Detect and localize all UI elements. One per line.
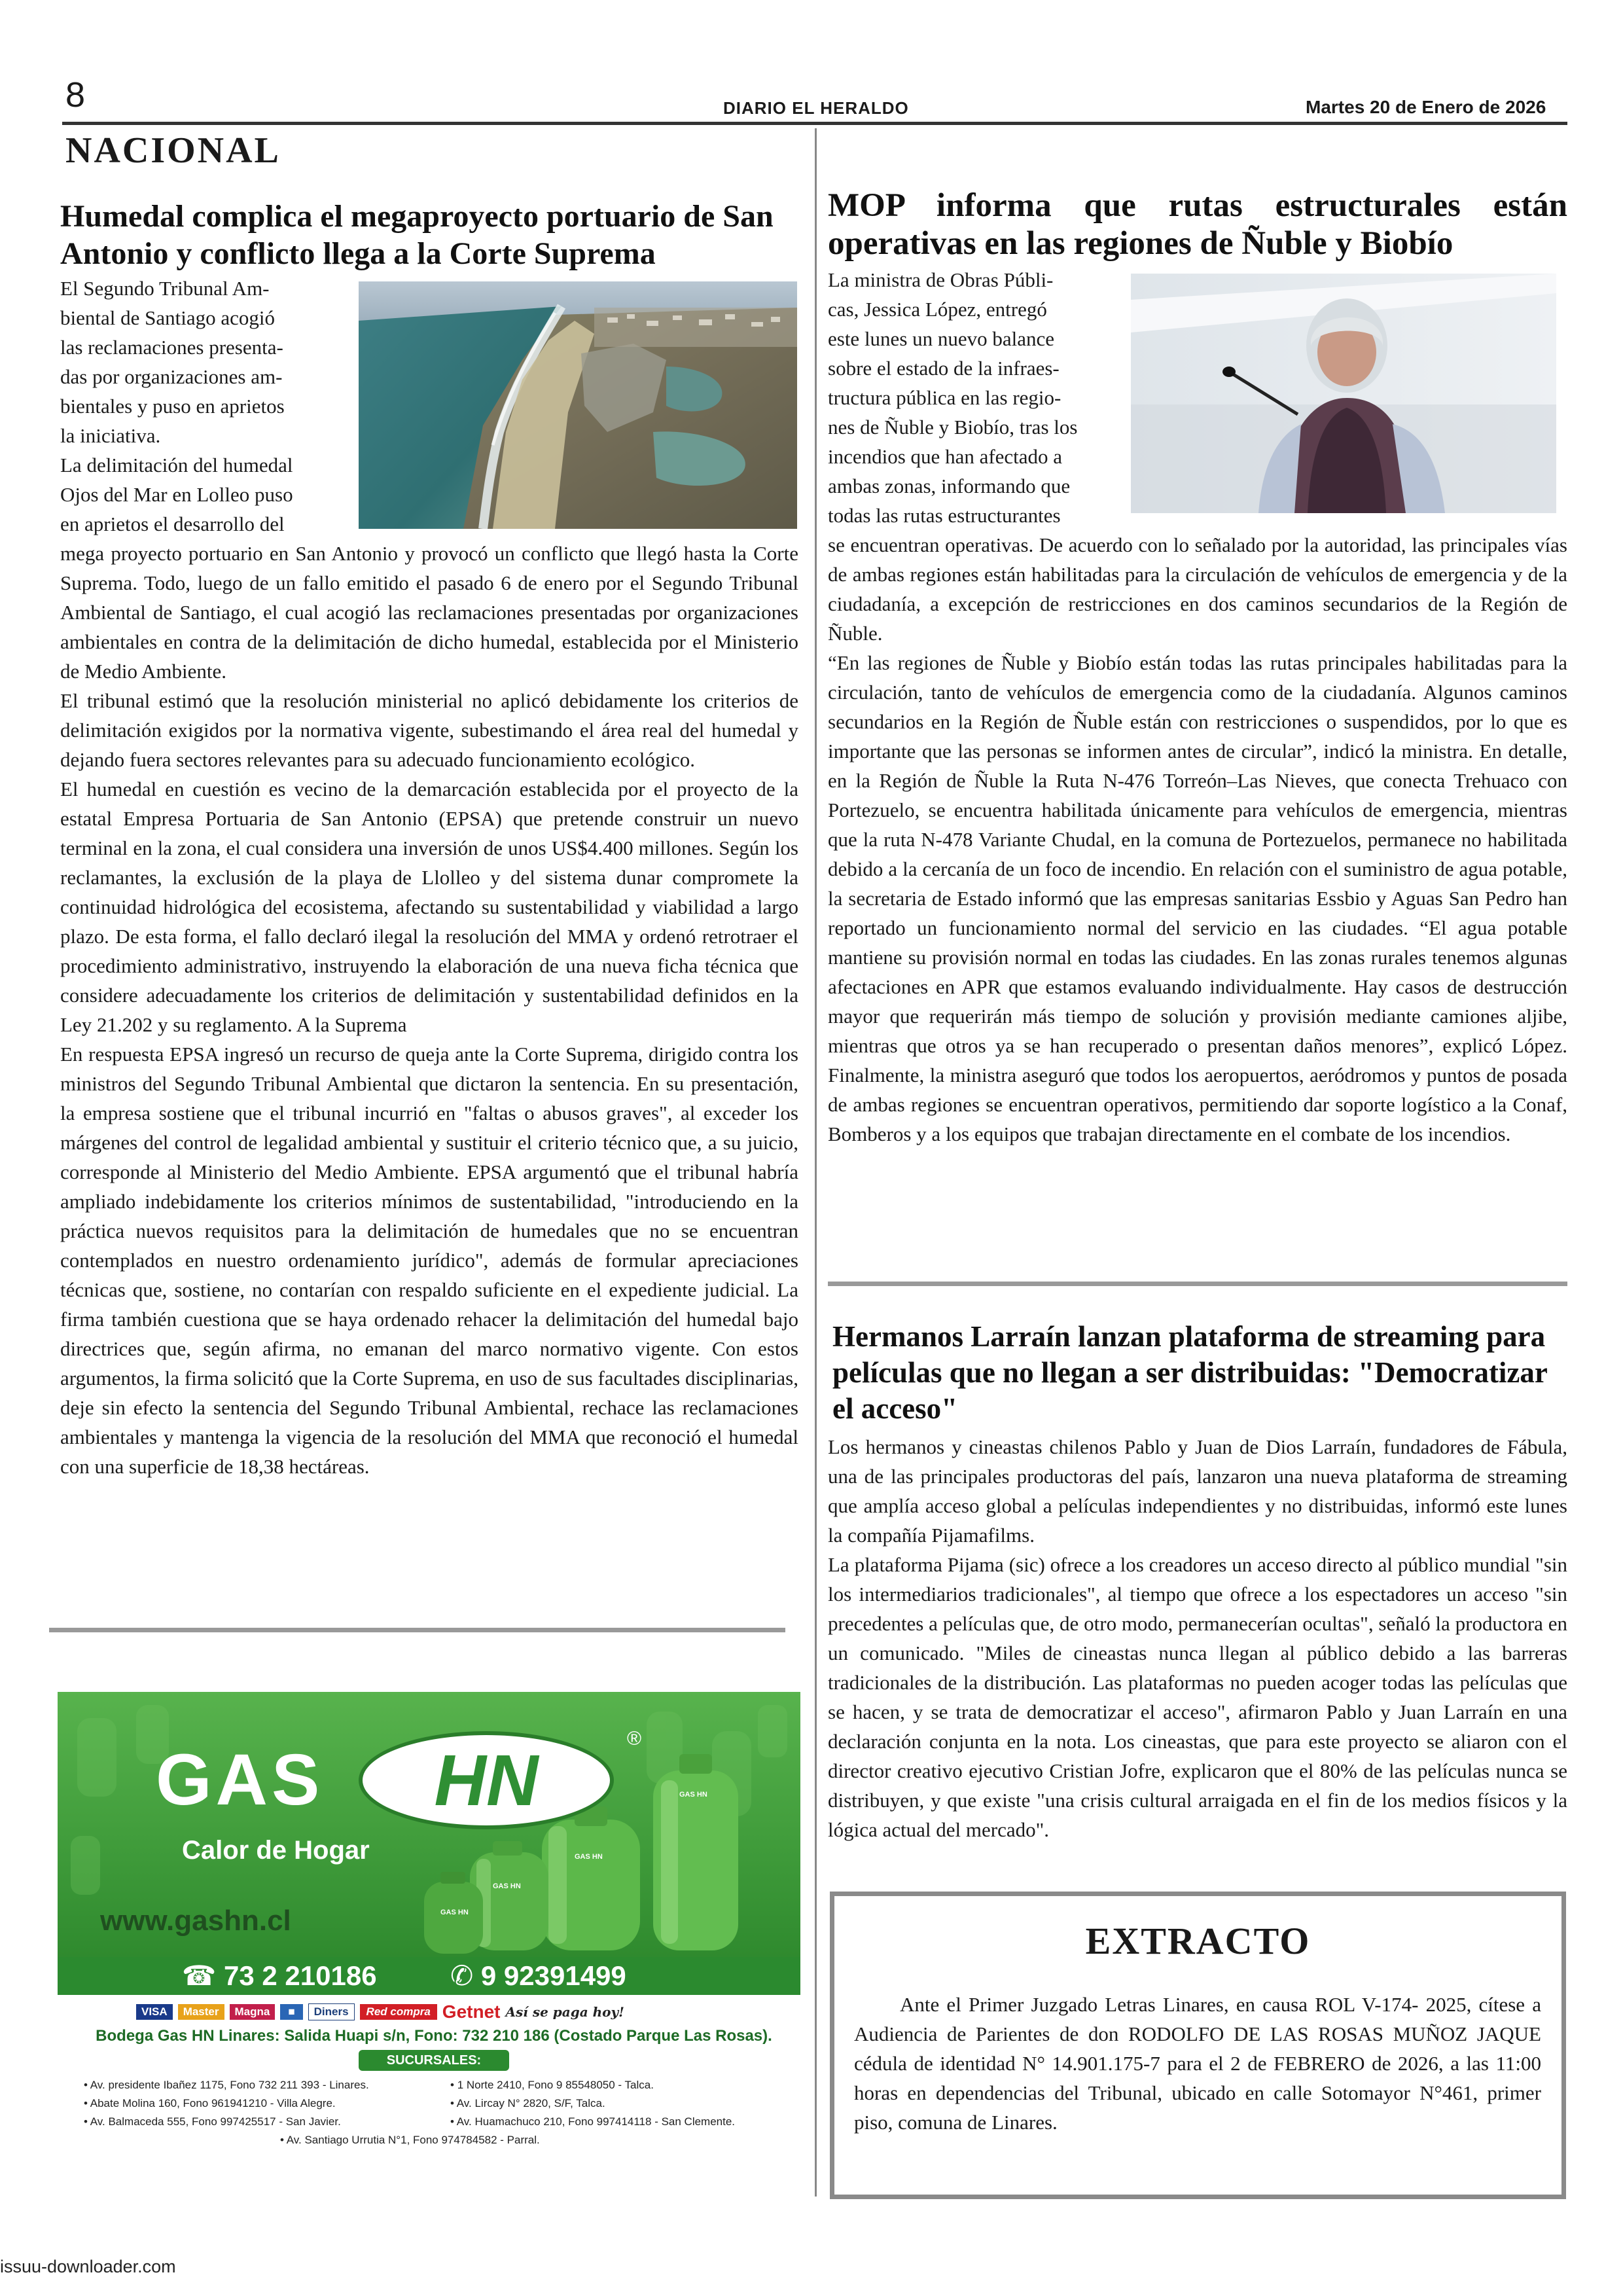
paragraph: El humedal en cuestión es vecino de la demarcación establecida por el proyecto de la estatal Empresa Portuaria de San Antonio (EPSA) que pretende construir un nuevo terminal en la zona, el cual considera una inversión de unos US$4.400 millones. Según los reclamantes, la exclusión de la playa de Llolleo y del sistema dunar compromete la continuidad hidrológica del ecosistema, afectando su sustentabilidad y viabilidad a largo plazo. De esta forma, el fallo declaró ilegal la resolución del MMA y ordenó retrotraer el procedimiento administrativo, instruyendo la elaboración de una nueva ficha técnica que considere adecuadamente los criterios de delimitación y sustentabilidad definidos en la Ley 21.202 y su reglamento. A la Suprema (60, 778, 798, 1036)
branch-row (84, 2094, 791, 2113)
source-watermark: issuu-downloader.com (0, 2257, 176, 2276)
intro-line: tructura pública en las regio- (828, 386, 1061, 409)
ad-brand-gas: GAS (156, 1740, 324, 1820)
phone-whatsapp: ✆ 9 92391499 (450, 1960, 626, 1991)
intro-line: La delimitación del humedal (60, 454, 293, 476)
header-rule (62, 122, 1567, 125)
branch-item: • Abate Molina 160, Fono 961941210 - Villa Alegre. (84, 2097, 336, 2109)
intro-line: cas, Jessica López, entregó (828, 298, 1047, 321)
article-humedal-intro (60, 274, 342, 539)
redcompra-logo: Red compra (360, 2004, 437, 2020)
phone-landline: ☎ 73 2 210186 (182, 1960, 377, 1991)
coastline-aerial-image (359, 281, 797, 529)
article-mop-body (828, 530, 1567, 1149)
intro-line: sobre el estado de la infraes- (828, 357, 1060, 380)
page-number: 8 (65, 75, 86, 115)
intro-line: das por organizaciones am- (60, 365, 283, 388)
warehouse-address: Bodega Gas HN Linares: Salida Huapi s/n, Fono: 732 210 186 (Costado Parque Las Rosas). (96, 2027, 772, 2045)
minister-speaking-photo (1131, 274, 1556, 513)
article-separator (828, 1282, 1567, 1286)
branch-row (84, 2076, 791, 2094)
paragraph: En respuesta EPSA ingresó un recurso de queja ante la Corte Suprema, dirigido contra los ministros del Segundo Tribunal Ambiental que dictaron la sentencia. En su presentación, la empresa sostiene que el tribunal incurrió en "faltas o abusos graves", al exceder los márgenes del control de legalidad ambiental y sustituir el criterio técnico que, a su juicio, corresponde al Ministerio del Medio Ambiente. EPSA argumentó que el tribunal habría ampliado indebidamente los criterios mínimos de sustentabilidad, "introduciendo en la práctica nuevos requisitos para la delimitación de humedales que no se encuentran contemplados en nuestro ordenamiento jurídico", además de formular apreciaciones técnicas que, sostiene, no contarían con respaldo suficiente en el expediente judicial. La firma también cuestiona que se haya ordenado rehacer la delimitación del humedal bajo directrices que, según afirma, no emanan del marco normativo vigente. Con estos argumentos, la firma solicitó que la Corte Suprema, en uso de sus facultades disciplinarias, deje sin efecto la sentencia del Segundo Tribunal Ambiental, rechace las reclamaciones ambientales y mantenga la vigencia de la resolución del MMA que reconoció el humedal con una superficie de 18,38 hectáreas. (60, 1043, 798, 1478)
branches-list (84, 2076, 791, 2149)
branch-item: • Av. Santiago Urrutia N°1, Fono 974784582 - Parral. (280, 2134, 540, 2146)
branch-item: • Av. Huamachuco 210, Fono 997414118 - San Clemente. (450, 2115, 736, 2128)
gashn-ad-contacts (58, 1957, 800, 2176)
intro-line: La ministra de Obras Públi- (828, 268, 1054, 291)
intro-line: El Segundo Tribunal Am- (60, 277, 270, 300)
ad-tagline: Calor de Hogar (182, 1836, 370, 1865)
visa-logo: VISA (136, 2004, 173, 2020)
cylinder-label: GAS HN (493, 1882, 521, 1890)
column-divider (815, 128, 817, 2197)
gashn-advertisement (58, 1692, 800, 1957)
intro-line: bientales y puso en aprietos (60, 395, 285, 418)
branch-row (84, 2113, 791, 2131)
hn-logo-ellipse (359, 1731, 614, 1829)
intro-line: todas las rutas estructurantes (828, 504, 1061, 527)
paragraph: se encuentran operativas. De acuerdo con lo señalado por la autoridad, las principales vías de ambas regiones están habilitadas para la circulación de vehículos de emergencia y de la ciudadanía, a excepción de restricciones en dos caminos secundarios de la Región de Ñuble. (828, 533, 1567, 645)
extracto-body: Ante el Primer Juzgado Letras Linares, en causa ROL V-174- 2025, cítese a Audiencia de Parientes de don RODOLFO DE LAS ROSAS MUÑOZ JAQUE cédula de identidad N° 14.901.175-7 para el 2 de FEBRERO de 2026, a las 11:00 horas en dependencias del Tribunal, ubicado en calle Sotomayor N°461, primer piso, comuna de Linares. (854, 1993, 1541, 2134)
cylinder-label: GAS HN (679, 1791, 707, 1799)
article-mop-headline: MOP informa que rutas estructurales están operativas en las regiones de Ñuble y Biobío (828, 187, 1567, 262)
article-larrain-body (828, 1432, 1567, 1844)
branch-item: • 1 Norte 2410, Fono 9 85548050 - Talca. (450, 2079, 654, 2091)
payment-methods (136, 2001, 624, 2022)
intro-line: incendios que han afectado a (828, 445, 1063, 468)
cylinder-label: GAS HN (575, 1853, 603, 1861)
minister-speaking-image (1131, 274, 1556, 513)
article-separator (49, 1628, 785, 1632)
coastline-aerial-photo (359, 281, 797, 529)
cylinder-label: GAS HN (440, 1909, 469, 1916)
getnet-logo: Getnet (442, 2001, 501, 2022)
intro-line: este lunes un nuevo balance (828, 327, 1055, 350)
article-larrain-headline: Hermanos Larraín lanzan plataforma de streaming para películas que no llegan a ser distribuidas: "Democratizar el acceso" (832, 1320, 1548, 1425)
registered-mark: ® (627, 1728, 642, 1749)
paragraph: Los hermanos y cineastas chilenos Pablo y Juan de Dios Larraín, fundadores de Fábula, una de las principales productoras del país, lanzaron una nueva plataforma de streaming que amplía acceso global a películas independientes y no distribuidas, informó este lunes la compañía Pijamafilms. (828, 1435, 1567, 1547)
intro-line: en aprietos el desarrollo del (60, 512, 285, 535)
extracto-title: EXTRACTO (1085, 1920, 1311, 1962)
branch-item: • Av. presidente Ibañez 1175, Fono 732 211 393 - Linares. (84, 2079, 369, 2091)
intro-line: ambas zonas, informando que (828, 475, 1071, 497)
paragraph: mega proyecto portuario en San Antonio y provocó un conflicto que llegó hasta la Corte Suprema. Todo, luego de un fallo emitido el pasado 6 de enero por el Segundo Tribunal Ambiental de Santiago, el cual acogió las reclamaciones presentadas por organizaciones ambientales en contra de la delimitación de dicho humedal, establecida por el Ministerio de Medio Ambiente. (60, 542, 798, 683)
section-title: NACIONAL (65, 130, 281, 171)
phone-bar (58, 1957, 800, 1995)
branch-item: • Av. Balmaceda 555, Fono 997425517 - San Javier. (84, 2115, 341, 2128)
mastercard-logo: Master (178, 2004, 224, 2020)
hn-logo: HN (434, 1740, 539, 1821)
article-humedal-body (60, 539, 798, 1481)
whatsapp-icon: ✆ (450, 1960, 481, 1991)
payment-slogan: Así se paga hoy! (505, 2004, 624, 2020)
intro-line: la iniciativa. (60, 424, 161, 447)
ad-website: www.gashn.cl (100, 1905, 291, 1937)
article-mop-intro (828, 265, 1122, 530)
paragraph: “En las regiones de Ñuble y Biobío están todas las rutas principales habilitadas para la circulación, tanto de vehículos de emergencia como de la ciudadanía. Algunos caminos secundarios en la Región de Ñuble están con restricciones o suspendidos, por lo que es importante que las personas se informen antes de circular”, indicó la ministra. En detalle, en la Región de Ñuble la Ruta N-476 Torreón–Las Nieves, que conecta Trehuaco con Portezuelo, se encuentra habilitada únicamente para vehículos de emergencia, mientras que la ruta N-478 Variante Chudal, en la comuna de Portezuelos, permanece no habilitada debido a la cercanía de un foco de incendio. En relación con el suministro de agua potable, la secretaria de Estado informó que las empresas sanitarias Essbio y Aguas San Pedro han reportado un funcionamiento normal del servicio en las ciudades. “El agua potable mantiene su provisión normal en todas las ciudades. En las zonas rurales tenemos algunas afectaciones en APR que estamos evaluando individualmente. Hay casos de destrucción mayor que requerirán más tiempo de solución y provisión mediante camiones aljibe, mientras que otros ya se han recuperado o presentan daños menores”, explicó López. Finalmente, la ministra aseguró que todos los aeropuertos, aeródromos y puntos de posada de ambas regiones se encuentran operativos, permitiendo dar soporte logístico a la Conaf, Bomberos y a los equipos que trabajan directamente en el combate de los incendios. (828, 651, 1567, 1145)
diners-logo: Diners (308, 2003, 355, 2020)
amex-logo: ■ (280, 2004, 302, 2020)
phone-icon: ☎ (182, 1960, 224, 1991)
paragraph: El tribunal estimó que la resolución ministerial no aplicó debidamente los criterios de delimitación exigidos por la normativa vigente, subestimando el área real del humedal y dejando fuera sectores relevantes para su adecuado funcionamiento ecológico. (60, 689, 798, 771)
newspaper-name: DIARIO EL HERALDO (723, 98, 909, 118)
paragraph: La plataforma Pijama (sic) ofrece a los creadores un acceso directo al público mundial "sin los intermediarios tradicionales", al tiempo que ofrece a los espectadores un acceso "sin precedentes a películas que, de otro modo, permanecerían ocultas", señaló la productora en un comunicado. "Miles de cineastas nunca llegan al público debido a las barreras tradicionales de la distribución. Las plataformas no pueden acoger todas las películas que se hacen, y se trata de democratizar el acceso", afirmaron Pablo y Juan Larraín en una declaración conjunta en la nota. Los cineastas, que para este proyecto se aliaron con el director creativo ejecutivo Cristian Jofre, explicaron que el 80% de las películas nunca se distribuyen, y que existe "una crisis cultural arraigada en el fin de los medios físicos y la lógica actual del mercado". (828, 1553, 1567, 1841)
issue-date: Martes 20 de Enero de 2026 (1306, 97, 1546, 117)
intro-line: nes de Ñuble y Biobío, tras los (828, 416, 1078, 439)
intro-line: Ojos del Mar en Lolleo puso (60, 483, 293, 506)
article-humedal-headline: Humedal complica el megaproyecto portuario de San Antonio y conflicto llega a la Corte Suprema (60, 199, 774, 271)
branches-title: SUCURSALES: (359, 2050, 509, 2071)
intro-line: las reclamaciones presenta- (60, 336, 283, 359)
magna-logo: Magna (230, 2004, 276, 2020)
intro-line: biental de Santiago acogió (60, 306, 275, 329)
branch-item: • Av. Lircay N° 2820, S/F, Talca. (450, 2097, 605, 2109)
